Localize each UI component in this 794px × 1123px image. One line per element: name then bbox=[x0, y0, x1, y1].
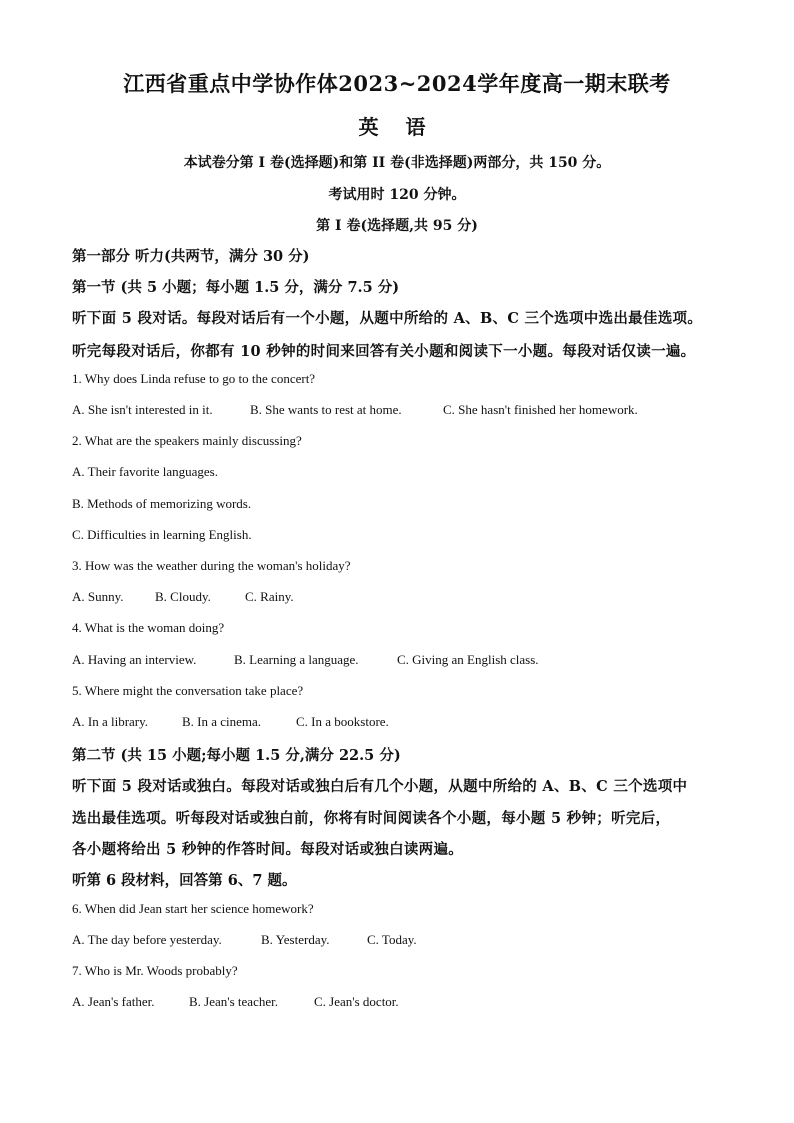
question-2-option-a[interactable]: A. Their favorite languages. bbox=[72, 464, 218, 479]
question-5-option-a[interactable]: A. In a library. bbox=[72, 714, 149, 729]
question-6-option-b[interactable]: B. Yesterday. bbox=[261, 932, 330, 947]
question-2-option-c[interactable]: C. Difficulties in learning English. bbox=[72, 527, 252, 542]
section-1-instruction-line-1: 听下面 5 段对话。每段对话后有一个小题，从题中所给的 A、B、C 三个选项中选出最佳选项。 bbox=[72, 310, 703, 327]
question-7-option-a[interactable]: A. Jean's father. bbox=[72, 994, 155, 1009]
question-3-option-a[interactable]: A. Sunny. bbox=[72, 589, 124, 604]
section-2-instruction-line-3: 各小题将给出 5 秒钟的作答时间。每段对话或独白读两遍。 bbox=[72, 841, 464, 858]
section-2-instruction-line-2: 选出最佳选项。听每段对话或独白前，你将有时间阅读各个小题，每小题 5 秒钟；听完后， bbox=[72, 810, 671, 827]
question-5-option-b[interactable]: B. In a cinema. bbox=[182, 714, 262, 729]
question-4-stem: 4. What is the woman doing? bbox=[72, 620, 225, 635]
question-6-stem: 6. When did Jean start her science homework? bbox=[72, 901, 314, 916]
volume-1-title: 第 I 卷(选择题,共 95 分) bbox=[316, 218, 478, 234]
question-5-options bbox=[72, 714, 389, 730]
question-3-option-b[interactable]: B. Cloudy. bbox=[155, 589, 211, 604]
question-2-option-b[interactable]: B. Methods of memorizing words. bbox=[72, 496, 252, 511]
question-4-option-c[interactable]: C. Giving an English class. bbox=[397, 652, 539, 667]
question-7-stem: 7. Who is Mr. Woods probably? bbox=[72, 963, 238, 978]
material-6-note: 听第 6 段材料，回答第 6、7 题。 bbox=[72, 872, 297, 889]
section-2-title: 第二节 (共 15 小题;每小题 1.5 分,满分 22.5 分) bbox=[72, 747, 401, 764]
section-2-instruction-line-1: 听下面 5 段对话或独白。每段对话或独白后有几个小题，从题中所给的 A、B、C 三个选项中 bbox=[72, 778, 688, 795]
question-7-option-b[interactable]: B. Jean's teacher. bbox=[189, 994, 278, 1009]
question-2-stem: 2. What are the speakers mainly discussing? bbox=[72, 433, 302, 448]
section-1-instruction-line-2: 听完每段对话后，你都有 10 秒钟的时间来回答有关小题和阅读下一小题。每段对话仅读一遍。 bbox=[72, 343, 696, 360]
question-1-option-b[interactable]: B. She wants to rest at home. bbox=[250, 402, 402, 417]
question-3-stem: 3. How was the weather during the woman's holiday? bbox=[72, 558, 351, 573]
question-5-stem: 5. Where might the conversation take place? bbox=[72, 683, 304, 698]
question-4-option-b[interactable]: B. Learning a language. bbox=[234, 652, 359, 667]
part-1-title: 第一部分 听力(共两节，满分 30 分) bbox=[72, 248, 310, 265]
question-3-options bbox=[72, 589, 294, 605]
section-1-title: 第一节 (共 5 小题；每小题 1.5 分，满分 7.5 分) bbox=[72, 279, 400, 296]
question-7-options bbox=[72, 994, 399, 1010]
subject-title: 英 语 bbox=[358, 115, 436, 139]
question-7-option-c[interactable]: C. Jean's doctor. bbox=[314, 994, 399, 1009]
question-6-option-a[interactable]: A. The day before yesterday. bbox=[72, 932, 222, 947]
question-1-option-a[interactable]: A. She isn't interested in it. bbox=[72, 402, 213, 417]
question-4-option-a[interactable]: A. Having an interview. bbox=[72, 652, 197, 667]
exam-info-line-1: 本试卷分第 I 卷(选择题)和第 II 卷(非选择题)两部分，共 150 分。 bbox=[183, 155, 611, 171]
question-4-options bbox=[72, 652, 539, 668]
question-5-option-c[interactable]: C. In a bookstore. bbox=[296, 714, 389, 729]
question-1-stem: 1. Why does Linda refuse to go to the concert? bbox=[72, 371, 316, 386]
question-1-options bbox=[72, 402, 638, 418]
exam-info-line-2: 考试用时 120 分钟。 bbox=[328, 187, 466, 203]
question-3-option-c[interactable]: C. Rainy. bbox=[245, 589, 294, 604]
question-6-option-c[interactable]: C. Today. bbox=[367, 932, 417, 947]
exam-title: 江西省重点中学协作体2023~2024学年度高一期末联考 bbox=[123, 71, 671, 96]
question-1-option-c[interactable]: C. She hasn't finished her homework. bbox=[443, 402, 638, 417]
question-6-options bbox=[72, 932, 417, 948]
